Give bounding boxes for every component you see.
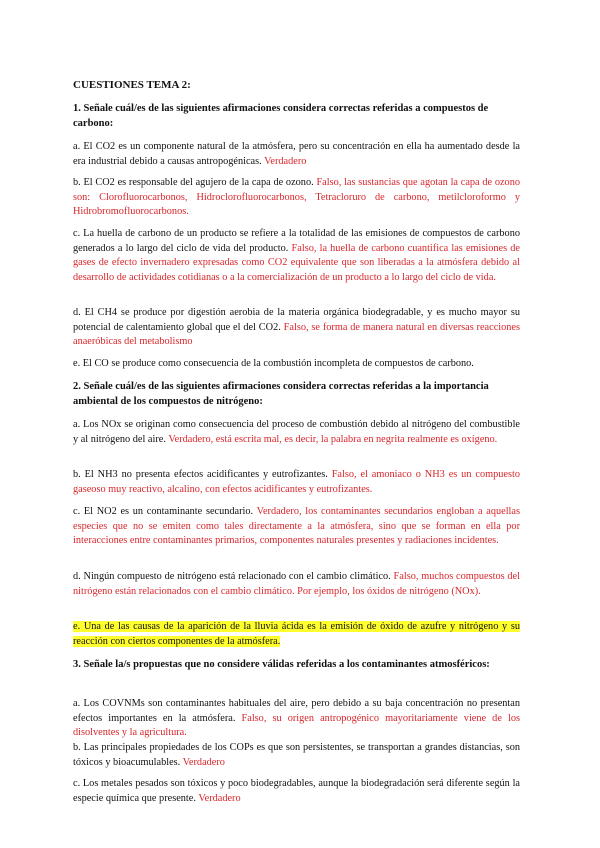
q1-option-b (73, 176, 520, 220)
option-text: b. Las principales propiedades de los COPs es que son persistentes, se transportan a grandes distancias, son tóxicos y bioacumulables. (73, 742, 520, 768)
option-text: d. El CH4 se produce por digestión aerobia de la materia orgánica biodegradable, y es mucho mayor su potencial de calentamiento global que el del CO2. (73, 307, 520, 333)
answer-text: Falso, las sustancias que agotan la capa de ozono son: Clorofluorocarbonos, Hidroclorofluorocarbonos, Tetracloruro de carbono, metilcloroformo y Hidrobromofluorocarbonos. (73, 177, 520, 218)
answer-text: Verdadero (198, 792, 241, 804)
q3-option-a (73, 697, 520, 741)
q2-option-b (73, 468, 520, 497)
answer-text: Falso, la huella de carbono cuantifica las emisiones de gases de efecto invernadero expresadas como CO2 equivalente que son liberadas a la atmósfera debido al desarrollo de actividades cotidianas o a la comercialización de un producto a lo largo del ciclo de vida. (73, 242, 520, 283)
answer-text: Verdadero, está escrita mal, es decir, la palabra en negrita realmente es oxígeno. (168, 433, 498, 445)
option-text: c. El NO2 es un contaminante secundario. (73, 506, 254, 517)
option-text: a. Los COVNMs son contaminantes habituales del aire, pero debido a su baja concentración no presentan efectos importantes en la atmósfera. (73, 698, 520, 724)
option-text: a. El CO2 es un componente natural de la atmósfera, pero su concentración en ella ha aumentado desde la era industrial debido a causas antropogénicas. (73, 141, 520, 167)
answer-text: Falso, el amoniaco o NH3 es un compuesto gaseoso muy reactivo, alcalino, con efectos acidificantes y eutrofizantes. (73, 469, 520, 495)
q2-option-e (73, 620, 520, 649)
q3-option-c (73, 777, 520, 806)
option-text: a. Los NOx se originan como consecuencia del proceso de combustión debido al nitrógeno del combustible y al nitrógeno del aire. (73, 419, 520, 445)
answer-text: Falso, muchos compuestos del nitrógeno están relacionados con el cambio climático. Por ejemplo, los óxidos de nitrógeno (NOx). (73, 571, 520, 597)
option-text: b. El NH3 no presenta efectos acidificantes y eutrofizantes. (73, 469, 328, 480)
q1-option-d (73, 306, 520, 350)
page-title: CUESTIONES TEMA 2: (73, 79, 191, 91)
q1-option-a (73, 140, 520, 169)
answer-text: Falso, su origen antropogénico mayoritariamente viene de los disolventes y la agricultura. (73, 712, 520, 739)
answer-text: Verdadero (264, 155, 307, 167)
question-1: 1. Señale cuál/es de las siguientes afirmaciones considera correctas referidas a compuestos de carbono: (73, 103, 489, 129)
answer-text: Verdadero, los contaminantes secundarios engloban a aquellas especies que no se emiten como tales directamente a la atmósfera, sino que se forman en ella por interacciones entre contaminantes primarios, componentes naturales presentes y radiaciones incidentes. (73, 506, 520, 547)
answer-text: Verdadero (182, 756, 225, 768)
option-text: b. El CO2 es responsable del agujero de la capa de ozono. (73, 177, 314, 188)
q1-option-c (73, 227, 520, 285)
highlighted-option-text: e. Una de las causas de la aparición de la lluvia ácida es la emisión de óxido de azufre y nitrógeno y su reacción con ciertos componentes de la atmósfera. (73, 621, 520, 647)
q2-option-c (73, 505, 520, 549)
q1-option-e (73, 357, 520, 372)
option-text: d. Ningún compuesto de nitrógeno está relacionado con el cambio climático. (73, 571, 391, 582)
q2-option-d (73, 570, 520, 599)
option-text: e. El CO se produce como consecuencia de la combustión incompleta de compuestos de carbono. (73, 358, 474, 369)
question-2: 2. Señale cuál/es de las siguientes afirmaciones considera correctas referidas a la importancia ambiental de los compuestos de nitrógeno: (73, 381, 489, 407)
question-3: 3. Señale la/s propuestas que no considere válidas referidas a los contaminantes atmosféricos: (73, 659, 490, 670)
option-text: c. La huella de carbono de un producto se refiere a la totalidad de las emisiones de compuestos de carbono generados a lo largo del ciclo de vida del producto. (73, 228, 520, 254)
answer-text: Falso, se forma de manera natural en diversas reacciones anaeróbicas del metabolismo (73, 321, 521, 348)
q2-option-a (73, 418, 520, 447)
q3-option-b (73, 741, 520, 770)
option-text: c. Los metales pesados son tóxicos y poco biodegradables, aunque la biodegradación será diferente según la especie química que presente. (73, 778, 520, 804)
